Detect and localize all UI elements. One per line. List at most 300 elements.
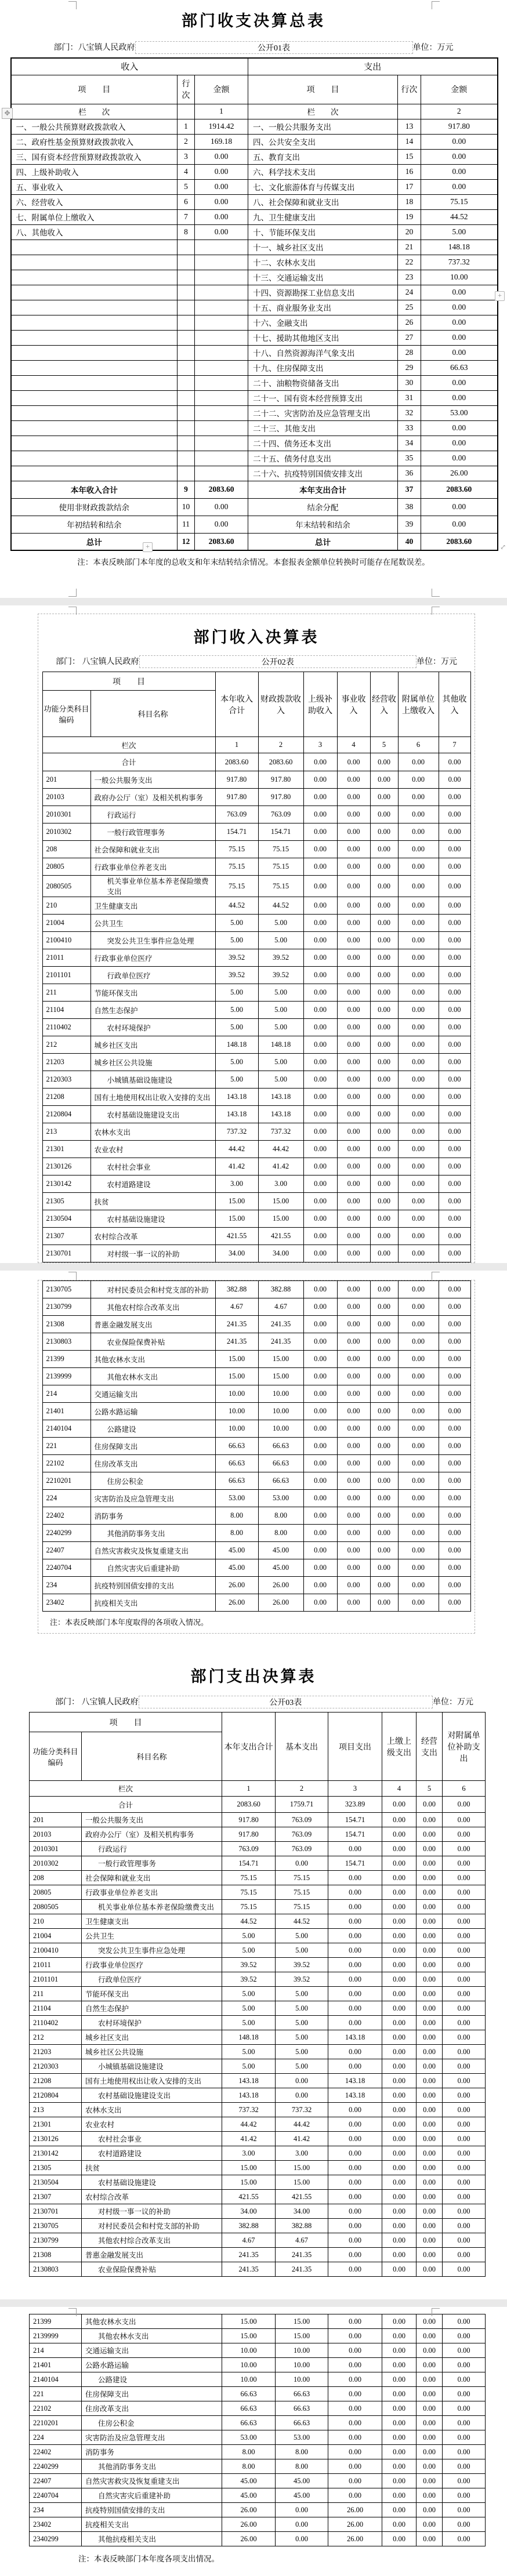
value-cell: 763.09 xyxy=(222,1842,276,1856)
value-cell: 0.00 xyxy=(337,1298,370,1316)
item-cell xyxy=(11,285,178,300)
col-header-subsidy-to-subordinate: 对附属单位补助支出 xyxy=(443,1713,486,1781)
code-cell: 22102 xyxy=(42,1455,90,1472)
code-cell: 2130803 xyxy=(30,2262,82,2277)
line-no-cell xyxy=(178,255,195,270)
amount-cell: 66.63 xyxy=(421,360,498,375)
cell: 9 xyxy=(178,481,195,498)
value-cell: 0.00 xyxy=(439,1036,470,1054)
value-cell: 0.00 xyxy=(370,984,398,1002)
value-cell: 0.00 xyxy=(439,858,470,876)
table-row xyxy=(11,270,498,285)
value-cell: 0.00 xyxy=(370,1559,398,1577)
item-cell: 七、附属单位上缴收入 xyxy=(11,209,178,224)
value-cell: 382.88 xyxy=(276,2219,328,2233)
value-cell: 0.00 xyxy=(398,1420,439,1438)
value-cell: 0.00 xyxy=(370,1542,398,1559)
income-group-header: 收入 xyxy=(11,58,248,75)
value-cell: 0.00 xyxy=(382,2132,417,2146)
value-cell: 15.00 xyxy=(215,1368,258,1385)
name-cell: 行政事业单位养老支出 xyxy=(82,1885,222,1900)
value-cell: 148.18 xyxy=(222,2030,276,2045)
item-cell: 一、一般公共服务支出 xyxy=(248,119,398,134)
value-cell: 8.00 xyxy=(258,1507,303,1525)
value-cell: 0.00 xyxy=(303,1002,337,1019)
value-cell: 0.00 xyxy=(439,1298,470,1316)
item-cell: 四、上级补助收入 xyxy=(11,164,178,179)
value-cell: 0.00 xyxy=(328,2219,382,2233)
amount-cell: 0.00 xyxy=(195,164,248,179)
code-cell: 2130705 xyxy=(30,2219,82,2233)
value-cell: 15.00 xyxy=(222,2161,276,2175)
page-3 xyxy=(0,1271,507,2299)
item-cell xyxy=(11,405,178,420)
value-cell: 75.15 xyxy=(222,1900,276,1914)
table-row xyxy=(30,2517,486,2532)
name-cell: 农业农村 xyxy=(82,2117,222,2132)
line-no-cell xyxy=(178,390,195,405)
code-cell: 22407 xyxy=(42,1542,90,1559)
cell: 0.00 xyxy=(195,516,248,533)
code-cell: 21203 xyxy=(30,2045,82,2059)
code-cell: 2139999 xyxy=(42,1368,90,1385)
line-no-cell: 33 xyxy=(398,420,421,436)
code-cell: 208 xyxy=(30,1871,82,1885)
name-cell: 扶贫 xyxy=(90,1193,215,1210)
amount-cell: 0.00 xyxy=(421,164,498,179)
code-cell: 2080505 xyxy=(30,1900,82,1914)
value-cell: 45.00 xyxy=(215,1542,258,1559)
value-cell: 0.00 xyxy=(439,1175,470,1193)
name-cell: 农村环境保护 xyxy=(82,2016,222,2030)
table2-sheet-label: 公开02表 xyxy=(139,655,417,668)
total-value: 0.00 xyxy=(439,753,470,771)
name-cell: 抗疫相关支出 xyxy=(82,2517,222,2532)
item-cell: 十四、资源勘探工业信息支出 xyxy=(248,285,398,300)
code-cell: 2120804 xyxy=(42,1106,90,1123)
value-cell: 0.00 xyxy=(303,1525,337,1542)
item-cell: 十一、城乡社区支出 xyxy=(248,240,398,255)
col-header-total-income: 本年收入合计 xyxy=(215,672,258,737)
table-row xyxy=(30,1871,486,1885)
value-cell: 0.00 xyxy=(337,858,370,876)
table-row xyxy=(30,2358,486,2372)
value-cell: 917.80 xyxy=(215,789,258,806)
table-row xyxy=(30,2343,486,2358)
item-cell xyxy=(11,375,178,390)
value-cell: 0.00 xyxy=(328,2175,382,2190)
cell: 本年支出合计 xyxy=(248,481,398,498)
value-cell: 45.00 xyxy=(222,2474,276,2488)
value-cell: 0.00 xyxy=(337,1472,370,1490)
value-cell: 154.71 xyxy=(258,823,303,841)
value-cell: 0.00 xyxy=(417,2074,443,2088)
table-row xyxy=(30,2219,486,2233)
item-cell: 二十四、债务还本支出 xyxy=(248,436,398,451)
value-cell: 0.00 xyxy=(328,2132,382,2146)
line-no-cell: 23 xyxy=(398,270,421,285)
value-cell: 5.00 xyxy=(222,2016,276,2030)
table-row xyxy=(30,2161,486,2175)
total-value: 2083.60 xyxy=(215,753,258,771)
value-cell: 143.18 xyxy=(222,2088,276,2103)
item-cell: 六、经营收入 xyxy=(11,194,178,209)
value-cell: 0.00 xyxy=(443,2387,486,2401)
value-cell: 737.32 xyxy=(222,2103,276,2117)
value-cell: 53.00 xyxy=(215,1490,258,1507)
line-no-cell: 2 xyxy=(178,134,195,149)
value-cell: 0.00 xyxy=(439,1228,470,1245)
value-cell: 0.00 xyxy=(303,823,337,841)
value-cell: 0.00 xyxy=(337,1019,370,1036)
value-cell: 143.18 xyxy=(328,2030,382,2045)
column-header-row xyxy=(11,75,498,104)
value-cell: 0.00 xyxy=(337,1036,370,1054)
value-cell: 0.00 xyxy=(443,2430,486,2445)
value-cell: 0.00 xyxy=(417,1856,443,1871)
item-cell: 十五、商业服务业支出 xyxy=(248,300,398,315)
code-cell: 21401 xyxy=(30,2358,82,2372)
table-row xyxy=(42,1281,470,1298)
lanci-value: 1 xyxy=(222,1781,276,1797)
value-cell: 0.00 xyxy=(382,2372,417,2387)
value-cell: 75.15 xyxy=(258,876,303,897)
value-cell: 0.00 xyxy=(370,1019,398,1036)
value-cell: 0.00 xyxy=(382,2387,417,2401)
name-cell: 对村民委员会和村党支部的补助 xyxy=(82,2219,222,2233)
value-cell: 154.71 xyxy=(328,1813,382,1827)
table-row xyxy=(11,149,498,164)
value-cell: 66.63 xyxy=(215,1472,258,1490)
table-row xyxy=(42,1420,470,1438)
name-cell: 社会保障和就业支出 xyxy=(90,841,215,858)
value-cell: 5.00 xyxy=(222,1929,276,1943)
amount-cell: 0.00 xyxy=(421,330,498,345)
value-cell: 0.00 xyxy=(398,789,439,806)
code-cell: 22407 xyxy=(30,2474,82,2488)
line-no-cell xyxy=(178,240,195,255)
value-cell: 0.00 xyxy=(439,1403,470,1420)
table-row xyxy=(30,2074,486,2088)
value-cell: 0.00 xyxy=(276,2088,328,2103)
empty-cell xyxy=(178,104,195,119)
value-cell: 44.52 xyxy=(222,1914,276,1929)
value-cell: 45.00 xyxy=(258,1559,303,1577)
code-cell: 211 xyxy=(30,1987,82,2001)
table-row xyxy=(11,390,498,405)
value-cell: 0.00 xyxy=(382,1856,417,1871)
code-cell: 2139999 xyxy=(30,2329,82,2343)
cell: 总计 xyxy=(11,533,178,550)
value-cell: 421.55 xyxy=(222,2190,276,2204)
line-no-cell: 29 xyxy=(398,360,421,375)
value-cell: 5.00 xyxy=(222,1987,276,2001)
value-cell: 26.00 xyxy=(328,2503,382,2517)
value-cell: 0.00 xyxy=(439,1472,470,1490)
value-cell: 0.00 xyxy=(439,1420,470,1438)
value-cell: 26.00 xyxy=(222,2532,276,2546)
code-cell: 21301 xyxy=(42,1141,90,1158)
code-cell: 21307 xyxy=(30,2190,82,2204)
value-cell: 917.80 xyxy=(258,771,303,789)
value-cell: 5.00 xyxy=(276,2059,328,2074)
value-cell: 66.63 xyxy=(258,1438,303,1455)
amount-cell: 0.00 xyxy=(421,285,498,300)
value-cell: 0.00 xyxy=(398,1507,439,1525)
item-cell: 二、政府性基金预算财政拨款收入 xyxy=(11,134,178,149)
name-cell: 农林水支出 xyxy=(90,1123,215,1141)
value-cell: 0.00 xyxy=(417,2233,443,2248)
table-row xyxy=(11,255,498,270)
lanci-value: 6 xyxy=(443,1781,486,1797)
name-cell: 行政运行 xyxy=(90,806,215,823)
value-cell: 0.00 xyxy=(303,1455,337,1472)
table-move-handle-icon[interactable]: ✥ xyxy=(2,108,13,119)
value-cell: 15.00 xyxy=(222,2175,276,2190)
code-cell: 21308 xyxy=(30,2248,82,2262)
value-cell: 917.80 xyxy=(222,1827,276,1842)
code-cell: 211 xyxy=(42,984,90,1002)
table-row xyxy=(11,330,498,345)
add-row-plus-button[interactable]: + xyxy=(495,291,505,301)
table-row xyxy=(11,516,498,533)
table-row xyxy=(42,771,470,789)
value-cell: 0.00 xyxy=(303,1420,337,1438)
value-cell: 26.00 xyxy=(328,2532,382,2546)
value-cell: 0.00 xyxy=(303,841,337,858)
table-row xyxy=(11,179,498,194)
value-cell: 0.00 xyxy=(370,1525,398,1542)
value-cell: 41.42 xyxy=(258,1158,303,1175)
name-cell: 抗疫相关支出 xyxy=(90,1594,215,1612)
cell: 年初结转和结余 xyxy=(11,516,178,533)
table-row xyxy=(30,1900,486,1914)
value-cell: 0.00 xyxy=(370,967,398,984)
table-row xyxy=(30,2488,486,2503)
table-row xyxy=(30,1929,486,1943)
item-cell xyxy=(11,315,178,330)
value-cell: 0.00 xyxy=(328,2488,382,2503)
value-cell: 0.00 xyxy=(370,1036,398,1054)
code-cell: 2340299 xyxy=(30,2532,82,2546)
value-cell: 75.15 xyxy=(258,858,303,876)
table-row xyxy=(11,209,498,224)
line-no-cell xyxy=(178,436,195,451)
value-cell: 0.00 xyxy=(382,2088,417,2103)
value-cell: 5.00 xyxy=(276,1943,328,1958)
value-cell: 0.00 xyxy=(337,1385,370,1403)
item-cell xyxy=(11,420,178,436)
value-cell: 0.00 xyxy=(370,789,398,806)
item-cell: 二十三、其他支出 xyxy=(248,420,398,436)
value-cell: 0.00 xyxy=(328,1972,382,1987)
value-cell: 0.00 xyxy=(417,2387,443,2401)
code-cell: 210 xyxy=(42,897,90,915)
value-cell: 0.00 xyxy=(328,1914,382,1929)
line-no-cell: 24 xyxy=(398,285,421,300)
resize-handle-icon[interactable]: ⤢ xyxy=(499,543,506,551)
value-cell: 0.00 xyxy=(303,1507,337,1525)
table-row xyxy=(30,2030,486,2045)
name-cell: 卫生健康支出 xyxy=(90,897,215,915)
name-cell: 公路水路运输 xyxy=(82,2358,222,2372)
value-cell: 0.00 xyxy=(370,1071,398,1089)
value-cell: 0.00 xyxy=(328,1958,382,1972)
value-cell: 154.71 xyxy=(328,1856,382,1871)
lanci-label: 栏 次 xyxy=(11,104,178,119)
value-cell: 0.00 xyxy=(443,2248,486,2262)
code-cell: 221 xyxy=(42,1438,90,1455)
value-cell: 5.00 xyxy=(276,2001,328,2016)
value-cell: 5.00 xyxy=(215,932,258,949)
value-cell: 0.00 xyxy=(337,949,370,967)
code-cell: 2240704 xyxy=(42,1559,90,1577)
code-cell: 20103 xyxy=(42,789,90,806)
value-cell: 0.00 xyxy=(443,2117,486,2132)
amount-cell xyxy=(195,420,248,436)
revenue-detail-table-continued xyxy=(42,1280,471,1612)
line-no-cell xyxy=(178,300,195,315)
value-cell: 0.00 xyxy=(382,2358,417,2372)
project-header-row xyxy=(30,1713,486,1732)
value-cell: 0.00 xyxy=(328,2430,382,2445)
value-cell: 0.00 xyxy=(439,1316,470,1333)
total-value: 1759.71 xyxy=(276,1797,328,1813)
code-cell: 2110402 xyxy=(42,1019,90,1036)
value-cell: 39.52 xyxy=(215,967,258,984)
value-cell: 41.42 xyxy=(222,2132,276,2146)
value-cell: 0.00 xyxy=(417,1943,443,1958)
item-cell: 八、其他收入 xyxy=(11,224,178,240)
table-row xyxy=(11,481,498,498)
value-cell: 0.00 xyxy=(328,2343,382,2358)
name-cell: 城乡社区公共设施 xyxy=(82,2045,222,2059)
value-cell: 5.00 xyxy=(258,984,303,1002)
value-cell: 0.00 xyxy=(337,967,370,984)
value-cell: 241.35 xyxy=(258,1333,303,1351)
value-cell: 0.00 xyxy=(439,1507,470,1525)
value-cell: 5.00 xyxy=(215,1002,258,1019)
table-row xyxy=(42,1333,470,1351)
table-row xyxy=(30,2503,486,2517)
code-cell: 213 xyxy=(30,2103,82,2117)
value-cell: 0.00 xyxy=(417,2190,443,2204)
value-cell: 0.00 xyxy=(439,1106,470,1123)
value-cell: 0.00 xyxy=(337,1141,370,1158)
page-corner-mark xyxy=(68,589,77,597)
table-row xyxy=(42,806,470,823)
value-cell: 0.00 xyxy=(443,2445,486,2459)
value-cell: 5.00 xyxy=(276,1929,328,1943)
table-row xyxy=(42,1193,470,1210)
grand-total-row xyxy=(30,1797,486,1813)
table-row xyxy=(30,1842,486,1856)
code-cell: 21011 xyxy=(42,949,90,967)
value-cell: 0.00 xyxy=(382,2146,417,2161)
value-cell: 0.00 xyxy=(328,2358,382,2372)
value-cell: 44.52 xyxy=(215,897,258,915)
value-cell: 0.00 xyxy=(398,1210,439,1228)
value-cell: 0.00 xyxy=(382,2248,417,2262)
total-value: 2083.60 xyxy=(222,1797,276,1813)
value-cell: 0.00 xyxy=(303,1054,337,1071)
value-cell: 75.15 xyxy=(215,876,258,897)
value-cell: 0.00 xyxy=(328,2401,382,2416)
amount-cell xyxy=(195,345,248,360)
table-row xyxy=(42,1438,470,1455)
value-cell: 0.00 xyxy=(337,1106,370,1123)
lanci-value: 4 xyxy=(337,737,370,753)
value-cell: 0.00 xyxy=(370,771,398,789)
value-cell: 10.00 xyxy=(258,1385,303,1403)
name-cell: 抗疫特别国债安排的支出 xyxy=(90,1577,215,1594)
value-cell: 0.00 xyxy=(443,2219,486,2233)
value-cell: 0.00 xyxy=(439,1002,470,1019)
value-cell: 15.00 xyxy=(276,2329,328,2343)
value-cell: 0.00 xyxy=(382,2459,417,2474)
value-cell: 0.00 xyxy=(370,1298,398,1316)
name-cell: 其他农村综合改革支出 xyxy=(82,2233,222,2248)
item-cell: 九、卫生健康支出 xyxy=(248,209,398,224)
value-cell: 0.00 xyxy=(328,2204,382,2219)
value-cell: 75.15 xyxy=(222,1871,276,1885)
amount-cell xyxy=(195,436,248,451)
table3-note: 注：本表反映部门本年度各项支出情况。 xyxy=(78,2555,219,2563)
table-row xyxy=(30,2372,486,2387)
value-cell: 0.00 xyxy=(417,2146,443,2161)
project-header: 项 目 xyxy=(30,1713,222,1732)
name-cell: 住房改革支出 xyxy=(82,2401,222,2416)
total-value: 0.00 xyxy=(417,1797,443,1813)
table-row xyxy=(42,1036,470,1054)
value-cell: 0.00 xyxy=(303,1490,337,1507)
value-cell: 0.00 xyxy=(337,1281,370,1298)
table3-department-label: 部门： 八宝镇人民政府 xyxy=(55,1698,139,1707)
lanci-value: 2 xyxy=(421,104,498,119)
amount-cell: 0.00 xyxy=(421,436,498,451)
name-cell: 城乡社区支出 xyxy=(82,2030,222,2045)
group-header-row xyxy=(11,58,498,75)
value-cell: 39.52 xyxy=(258,967,303,984)
value-cell: 26.00 xyxy=(215,1594,258,1612)
value-cell: 0.00 xyxy=(439,1385,470,1403)
value-cell: 0.00 xyxy=(370,932,398,949)
table-row xyxy=(42,1019,470,1036)
value-cell: 0.00 xyxy=(303,897,337,915)
value-cell: 0.00 xyxy=(439,806,470,823)
name-cell: 住房保障支出 xyxy=(90,1438,215,1455)
value-cell: 0.00 xyxy=(398,1193,439,1210)
code-cell: 224 xyxy=(30,2430,82,2445)
amount-cell xyxy=(195,466,248,481)
name-cell: 农村社会事业 xyxy=(90,1158,215,1175)
table-row xyxy=(30,2088,486,2103)
code-cell: 2010302 xyxy=(42,823,90,841)
line-no-cell: 14 xyxy=(398,134,421,149)
lanci-value: 1 xyxy=(195,104,248,119)
value-cell: 0.00 xyxy=(328,1943,382,1958)
value-cell: 0.00 xyxy=(328,2474,382,2488)
amount-cell: 737.32 xyxy=(421,255,498,270)
plus-button[interactable]: + xyxy=(143,542,153,552)
value-cell: 0.00 xyxy=(417,1813,443,1827)
value-cell: 0.00 xyxy=(328,2059,382,2074)
value-cell: 0.00 xyxy=(417,2488,443,2503)
table-row xyxy=(42,1403,470,1420)
table-row xyxy=(11,164,498,179)
line-no-cell: 34 xyxy=(398,436,421,451)
value-cell: 0.00 xyxy=(443,1929,486,1943)
